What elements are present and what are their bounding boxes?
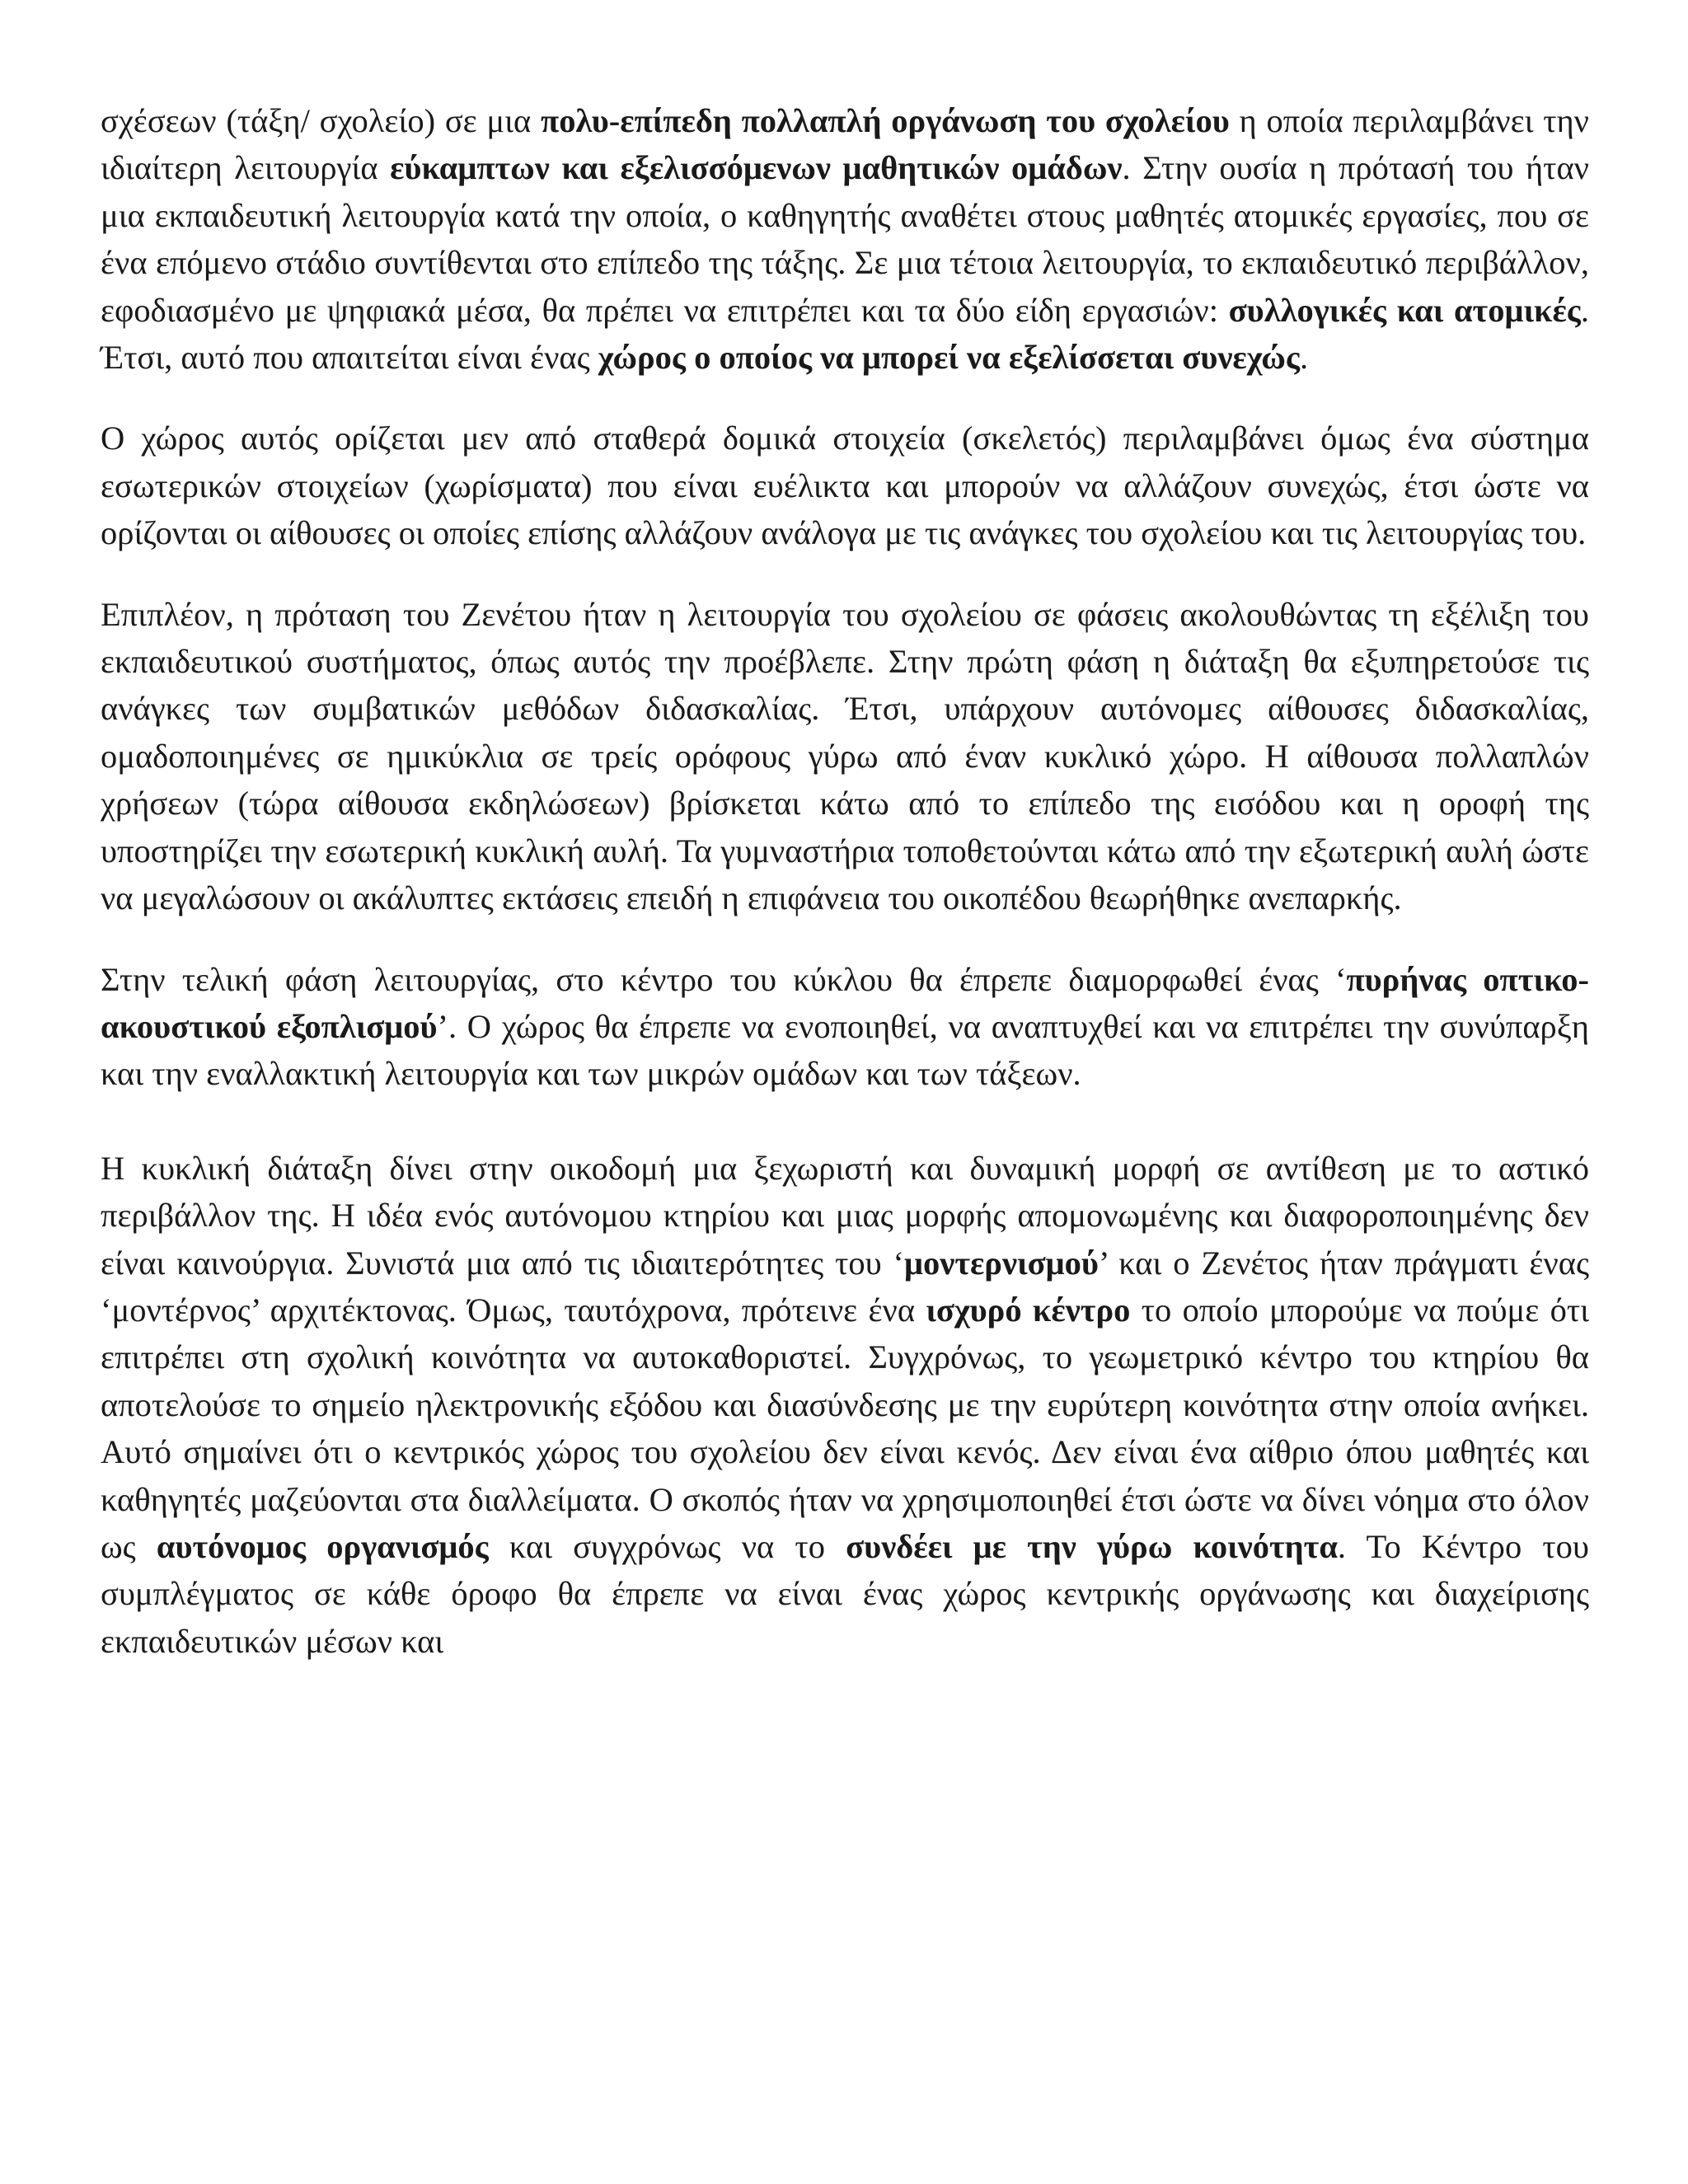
text-run: ’. Ο χώρος θα έπρεπε να ενοποιηθεί, να αναπτυχθεί και να επιτρέπει την συνύπαρξη και την εναλλακτική λειτουργία και των μικρών ομάδων και των τάξεων. — [101, 1007, 1589, 1093]
bold-text-run: πολυ-επίπεδη πολλαπλή οργάνωση του σχολείου — [541, 102, 1230, 139]
text-run: Η κυκλική διάταξη δίνει στην οικοδομή μια ξεχωριστή και δυναμική μορφή σε αντίθεση με το αστικό περιβάλλον της. Η ιδέα ενός αυτόνομου κτηρίου και μιας μορφής απομονωμένης και διαφοροποιημένης δεν είναι καινούργια. Συνιστά μια από τις ιδιαιτερότητες του ‘ — [101, 1149, 1589, 1282]
paragraph-5 — [101, 1145, 1589, 1665]
paragraph-1 — [101, 97, 1589, 381]
text-run: Στην τελική φάση λειτουργίας, στο κέντρο του κύκλου θα έπρεπε διαμορφωθεί ένας ‘ — [101, 960, 1347, 998]
bold-text-run: πυρήνας οπτικο-ακουστικού εξοπλισμού — [101, 960, 1589, 1045]
text-run: Ο χώρος αυτός ορίζεται μεν από σταθερά δομικά στοιχεία (σκελετός) περιλαμβάνει όμως ένα σύστημα εσωτερικών στοιχείων (χωρίσματα) που είναι ευέλικτα και μπορούν να αλλάζουν συνεχώς, έτσι ώστε να ορίζονται οι αίθουσες οι οποίες επίσης αλλάζουν ανάλογα με τις ανάγκες του σχολείου και τις λειτουργίας του. — [101, 419, 1589, 552]
bold-text-run: ισχυρό κέντρο — [926, 1291, 1131, 1329]
bold-text-run: συνδέει με την γύρω κοινότητα — [846, 1527, 1338, 1565]
text-run: . Το Κέντρο του συμπλέγματος σε κάθε όροφο θα έπρεπε να είναι ένας χώρος κεντρικής οργάνωσης και διαχείρισης εκπαιδευτικών μέσων και — [101, 1527, 1589, 1660]
text-run: . — [1299, 339, 1309, 377]
document-page — [101, 97, 1589, 1699]
bold-text-run: μοντερνισμού — [904, 1244, 1099, 1282]
text-run: Επιπλέον, η πρόταση του Ζενέτου ήταν η λειτουργία του σχολείου σε φάσεις ακολουθώντας τη εξέλιξη του εκπαιδευτικού συστήματος, όπως αυτός την προέβλεπε. Στην πρώτη φάση η διάταξη θα εξυπηρετούσε τις ανάγκες των συμβατικών μεθόδων διδασκαλίας. Έτσι, υπάρχουν αυτόνομες αίθουσες διδασκαλίας, ομαδοποιημένες σε ημικύκλια σε τρείς ορόφους γύρω από έναν κυκλικό χώρο. Η αίθουσα πολλαπλών χρήσεων (τώρα αίθουσα εκδηλώσεων) βρίσκεται κάτω από το επίπεδο της εισόδου και η οροφή της υποστηρίζει την εσωτερική κυκλική αυλή. Τα γυμναστήρια τοποθετούνται κάτω από την εξωτερική αυλή ώστε να μεγαλώσουν οι ακάλυπτες εκτάσεις επειδή η επιφάνεια του οικοπέδου θεωρήθηκε ανεπαρκής. — [101, 595, 1589, 917]
text-run: το οποίο μπορούμε να πούμε ότι επιτρέπει στη σχολική κοινότητα να αυτοκαθοριστεί. Συγχρόνως, το γεωμετρικό κέντρο του κτηρίου θα αποτελούσε το σημείο ηλεκτρονικής εξόδου και διασύνδεσης με την ευρύτερη κοινότητα στην οποία ανήκει. Αυτό σημαίνει ότι ο κεντρικός χώρος του σχολείου δεν είναι κενός. Δεν είναι ένα αίθριο όπου μαθητές και καθηγητές μαζεύονται στα διαλλείματα. Ο σκοπός ήταν να χρησιμοποιηθεί έτσι ώστε να δίνει νόημα στο όλον ως — [101, 1291, 1590, 1565]
text-run: και συγχρόνως να το — [488, 1527, 846, 1565]
paragraph-3 — [101, 591, 1589, 922]
paragraph-2 — [101, 415, 1589, 556]
bold-text-run: συλλογικές και ατομικές — [1228, 291, 1581, 329]
bold-text-run: αυτόνομος οργανισμός — [156, 1527, 489, 1565]
bold-text-run: χώρος ο οποίος να μπορεί να εξελίσσεται συνεχώς — [598, 339, 1300, 377]
text-run: σχέσεων (τάξη/ σχολείο) σε μια — [101, 102, 542, 139]
text-run: . Στην ουσία η πρότασή του ήταν μια εκπαιδευτική λειτουργία κατά την οποία, ο καθηγητής αναθέτει στους μαθητές ατομικές εργασίες, που σε ένα επόμενο στάδιο συντίθενται στο επίπεδο της τάξης. Σε μια τέτοια λειτουργία, το εκπαιδευτικό περιβάλλον, εφοδιασμένο με ψηφιακά μέσα, θα πρέπει να επιτρέπει και τα δύο είδη εργασιών: — [101, 149, 1589, 329]
text-run: η οποία περιλαμβάνει την ιδιαίτερη λειτουργία — [101, 102, 1589, 187]
text-run: ’ και ο Ζενέτος ήταν πράγματι ένας ‘μοντέρνος’ αρχιτέκτονας. Όμως, ταυτόχρονα, πρότεινε ένα — [101, 1244, 1589, 1329]
bold-text-run: εύκαμπτων και εξελισσόμενων μαθητικών ομάδων — [390, 149, 1123, 187]
text-run: . Έτσι, αυτό που απαιτείται είναι ένας — [101, 291, 1589, 377]
paragraph-4 — [101, 956, 1589, 1098]
